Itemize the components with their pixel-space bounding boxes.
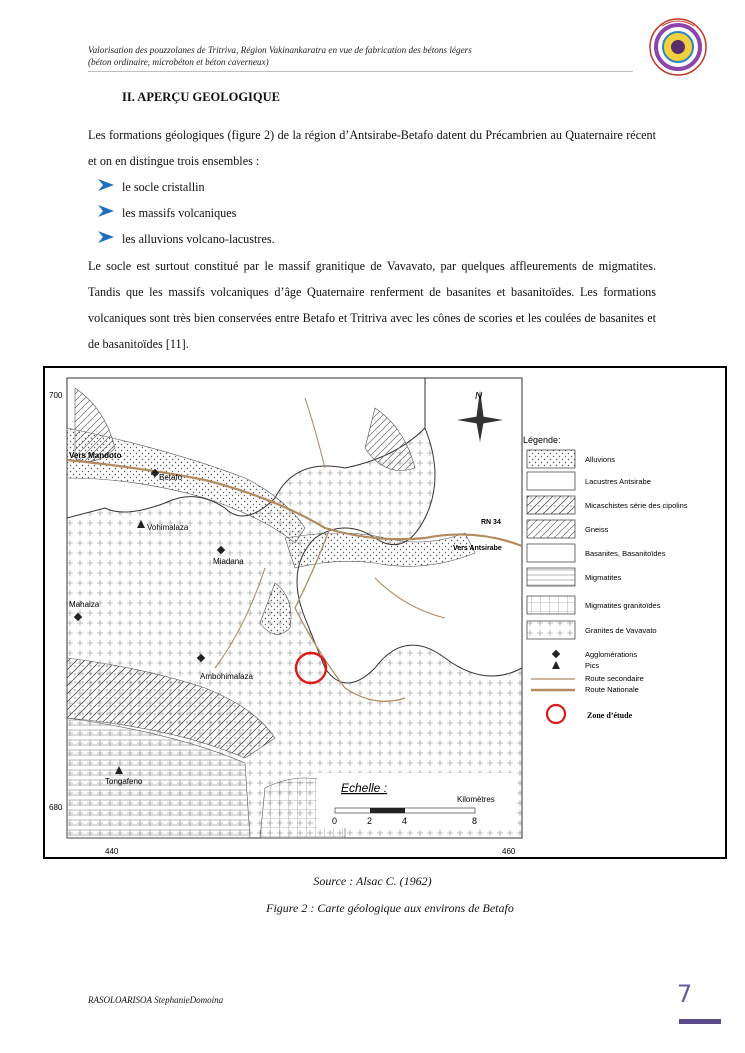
section-title: II. APERÇU GEOLOGIQUE — [122, 90, 281, 104]
scale-tick: 4 — [402, 816, 408, 826]
place-label: Vohimalaza — [147, 523, 189, 532]
legend-item: Lacustres Antsirabe — [585, 477, 651, 486]
place-label: Miadana — [213, 557, 244, 566]
faculty-logo — [632, 14, 714, 84]
scale-tick: 0 — [332, 816, 338, 826]
body-paragraph: Le socle est surtout constitué par le massif granitique de Vavavato, par quelques affleurements de migmatites. Tandis que les massifs volcaniques d’âge Quaternaire renferment de basanites et basanitoïdes. Les formations volcaniques sont très bien conservées entre Betafo et Tritriva avec les cônes de scories et les coulées de basanites et de basanitoïdes [11]. — [88, 259, 656, 351]
legend-item: Route Nationale — [585, 685, 639, 694]
legend-title: Légende: — [523, 435, 561, 445]
footer-author: RASOLOARISOA StephanieDomoina — [88, 995, 224, 1005]
place-label: Ambohimalaza — [200, 672, 253, 681]
map-legend — [523, 435, 688, 723]
place-label: Tongafeno — [105, 777, 143, 786]
place-label: Vers Mandoto — [69, 451, 122, 460]
legend-item: Micaschistes série des cipolins — [585, 501, 688, 510]
legend-item: Alluvions — [585, 455, 616, 464]
arrow-bullet-icon — [98, 231, 114, 243]
intro-paragraph: Les formations géologiques (figure 2) de la région d’Antsirabe-Betafo datent du Précambrien au Quaternaire récent et on en distingue trois ensembles : — [88, 128, 656, 168]
list-item-text: les massifs volcaniques — [122, 206, 237, 220]
legend-item: Zone d’étude — [587, 711, 633, 720]
legend-item: Migmatites granitoïdes — [585, 601, 661, 610]
arrow-bullet-icon — [98, 205, 114, 217]
place-label: RN 34 — [481, 519, 501, 526]
axis-label-x-left: 440 — [105, 847, 119, 856]
header-divider — [88, 71, 633, 72]
legend-item: Agglomérations — [585, 650, 638, 659]
axis-label-x-right: 460 — [502, 847, 516, 856]
page-number: 7 — [677, 980, 693, 1008]
header-line-1: Valorisation des pouzzolanes de Tritriva, Région Vakinankaratra en vue de fabrication des bétons légers — [88, 45, 472, 55]
place-label: Betafo — [159, 473, 183, 482]
axis-label-y-top: 700 — [49, 391, 63, 400]
north-label: N — [475, 391, 483, 402]
scale-title: Echelle : — [341, 781, 388, 795]
figure-caption: Figure 2 : Carte géologique aux environs de Betafo — [266, 901, 514, 915]
scale-unit: Kilomètres — [457, 795, 495, 804]
page-number-bar — [679, 1019, 721, 1024]
running-header — [88, 44, 608, 68]
place-label: Mahaiza — [69, 600, 100, 609]
legend-item: Pics — [585, 661, 600, 670]
geologic-map — [43, 366, 727, 859]
north-arrow-icon — [453, 384, 507, 446]
axis-label-y-bottom: 680 — [49, 803, 63, 812]
list-item-text: le socle cristallin — [122, 180, 205, 194]
scale-tick: 8 — [472, 816, 478, 826]
legend-item: Granites de Vavavato — [585, 626, 657, 635]
scale-tick: 2 — [367, 816, 373, 826]
arrow-bullet-icon — [98, 179, 114, 191]
legend-item: Migmatites — [585, 573, 622, 582]
legend-item: Basanites, Basanitoïdes — [585, 549, 666, 558]
list-item — [98, 205, 236, 221]
place-label: Vers Antsirabe — [453, 545, 502, 552]
legend-item: Gneiss — [585, 525, 609, 534]
legend-item: Route secondaire — [585, 674, 644, 683]
peak-icon — [552, 661, 560, 669]
study-zone-icon — [547, 705, 565, 723]
list-item-text: les alluvions volcano-lacustres. — [122, 232, 275, 246]
figure-source: Source : Alsac C. (1962) — [313, 874, 432, 888]
agglomeration-icon — [552, 650, 560, 658]
header-line-2: (béton ordinaire, microbéton et béton caverneux) — [88, 57, 269, 67]
scale-bar — [317, 773, 517, 828]
list-item — [98, 231, 275, 247]
list-item — [98, 179, 205, 195]
